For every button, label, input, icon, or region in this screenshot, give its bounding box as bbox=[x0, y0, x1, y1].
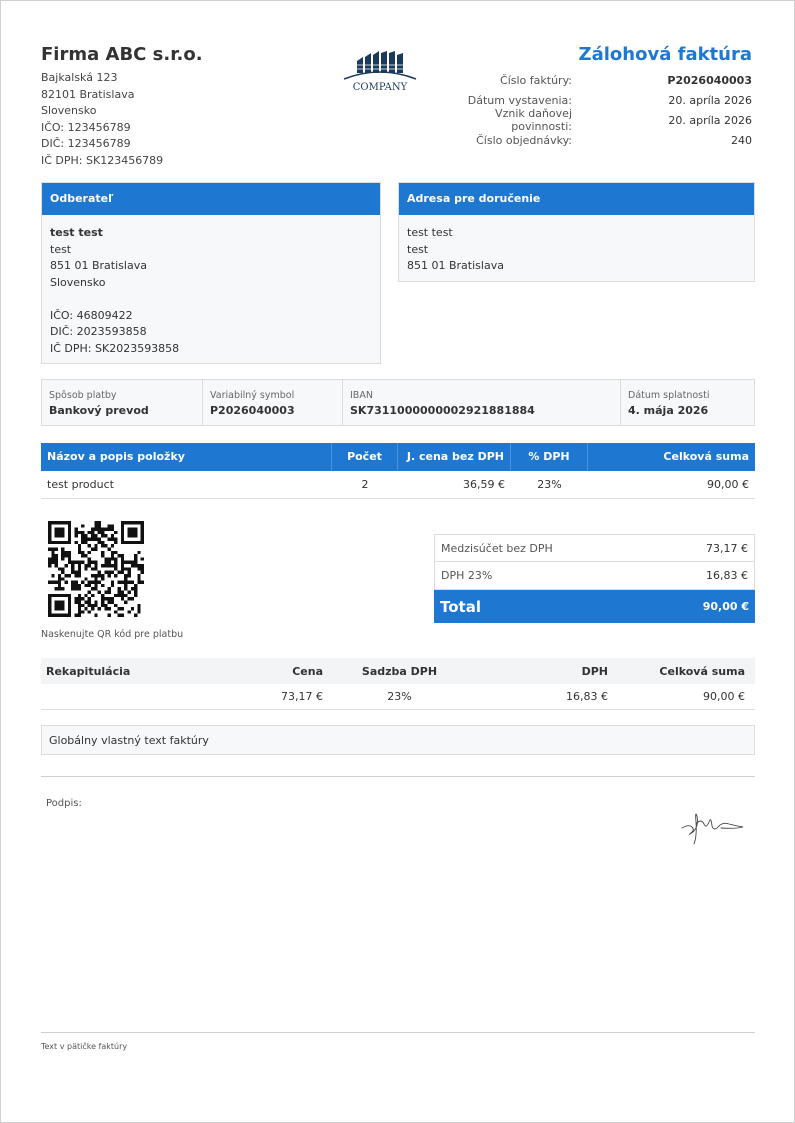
company-street: Bajkalská 123 bbox=[41, 71, 118, 84]
customer-box bbox=[41, 182, 381, 364]
footer-divider bbox=[41, 1032, 755, 1033]
customer-icdph: IČ DPH: SK2023593858 bbox=[50, 341, 180, 355]
total-value: 90,00 € bbox=[702, 600, 749, 613]
company-ico: IČO: 123456789 bbox=[41, 120, 131, 134]
iban bbox=[343, 380, 621, 425]
item-vat-rate: 23% bbox=[537, 478, 562, 491]
delivery-line1: test test bbox=[407, 226, 453, 239]
recap-rate: 23% bbox=[387, 690, 412, 703]
meta-invoice-number bbox=[432, 70, 752, 90]
company-name: Firma ABC s.r.o. bbox=[41, 44, 203, 65]
payment-label: Spôsob platby bbox=[49, 390, 117, 401]
subtotal-row bbox=[434, 534, 755, 562]
column-header: Sadzba DPH bbox=[361, 664, 438, 678]
custom-invoice-text: Globálny vlastný text faktúry bbox=[41, 725, 755, 755]
customer-name: test test bbox=[50, 226, 103, 239]
company-country: Slovensko bbox=[41, 104, 97, 117]
subtotal-label: Medzisúčet bez DPH bbox=[441, 541, 553, 555]
document-title: Zálohová faktúra bbox=[578, 44, 752, 65]
totals-box bbox=[434, 534, 755, 623]
meta-label: Číslo objednávky: bbox=[476, 133, 572, 147]
customer-line1: test bbox=[50, 242, 72, 256]
company-city: 82101 Bratislava bbox=[41, 87, 135, 101]
signature-label: Podpis: bbox=[46, 798, 82, 809]
vat-row bbox=[434, 562, 755, 590]
delivery-line3: 851 01 Bratislava bbox=[407, 259, 504, 272]
payment-value: SK7311000000002921881884 bbox=[350, 404, 535, 417]
meta-order-number bbox=[432, 130, 752, 150]
signature-image bbox=[677, 806, 747, 848]
meta-tax-date bbox=[432, 107, 752, 133]
payment-label: IBAN bbox=[350, 390, 373, 401]
recap-total: 90,00 € bbox=[703, 690, 745, 703]
customer-line3: Slovensko bbox=[50, 275, 106, 289]
recap-price: 73,17 € bbox=[281, 690, 323, 703]
meta-value: P2026040003 bbox=[667, 73, 752, 87]
items-header bbox=[41, 443, 755, 471]
meta-value: 20. apríla 2026 bbox=[668, 113, 752, 127]
logo-text: COMPANY bbox=[352, 82, 408, 93]
footer-text: Text v pätičke faktúry bbox=[41, 1042, 128, 1051]
payment-label: Dátum splatnosti bbox=[628, 390, 710, 401]
payment-value: P2026040003 bbox=[210, 404, 295, 417]
items-table bbox=[41, 443, 755, 499]
vat-value: 16,83 € bbox=[706, 569, 748, 582]
table-row bbox=[41, 471, 755, 499]
column-header: DPH bbox=[581, 664, 608, 678]
delivery-box bbox=[398, 182, 755, 282]
divider bbox=[41, 776, 755, 777]
customer-dic: DIČ: 2023593858 bbox=[50, 325, 147, 338]
invoice-meta bbox=[432, 70, 752, 150]
company-icdph: IČ DPH: SK123456789 bbox=[41, 153, 164, 167]
payment-method bbox=[42, 380, 203, 425]
meta-value: 240 bbox=[731, 133, 752, 147]
vat-label: DPH 23% bbox=[441, 569, 493, 582]
meta-label: Vznik daňovej povinnosti: bbox=[495, 107, 572, 133]
recap-vat: 16,83 € bbox=[566, 690, 608, 703]
payment-value: Bankový prevod bbox=[49, 404, 149, 417]
company-logo bbox=[341, 47, 419, 93]
meta-label: Dátum vystavenia: bbox=[467, 93, 572, 107]
item-total: 90,00 € bbox=[707, 478, 749, 491]
due-date bbox=[621, 380, 754, 425]
delivery-line2: test bbox=[407, 242, 429, 256]
column-header: Rekapitulácia bbox=[46, 664, 131, 678]
variable-symbol bbox=[203, 380, 343, 425]
column-header: Názov a popis položky bbox=[41, 443, 332, 471]
customer-ico: IČO: 46809422 bbox=[50, 308, 133, 322]
table-row bbox=[41, 684, 755, 710]
item-name: test product bbox=[47, 478, 114, 491]
meta-label: Číslo faktúry: bbox=[500, 73, 572, 87]
item-quantity: 2 bbox=[361, 478, 369, 491]
delivery-heading: Adresa pre doručenie bbox=[399, 183, 754, 215]
payment-label: Variabilný symbol bbox=[210, 390, 295, 401]
column-header: Cena bbox=[292, 664, 323, 678]
recap-header bbox=[41, 658, 755, 684]
vat-recap-table bbox=[41, 658, 755, 710]
payment-qr-code bbox=[48, 521, 144, 617]
customer-line2: 851 01 Bratislava bbox=[50, 259, 147, 272]
customer-heading: Odberateľ bbox=[42, 183, 380, 215]
delivery-details bbox=[399, 215, 754, 285]
payment-value: 4. mája 2026 bbox=[628, 404, 709, 417]
total-row bbox=[434, 590, 755, 623]
column-header: Celková suma bbox=[659, 664, 745, 678]
column-header: Počet bbox=[332, 443, 398, 471]
qr-caption: Naskenujte QR kód pre platbu bbox=[41, 629, 184, 640]
column-header: Celková suma bbox=[663, 450, 749, 463]
subtotal-value: 73,17 € bbox=[706, 541, 748, 555]
meta-value: 20. apríla 2026 bbox=[668, 93, 752, 107]
total-label: Total bbox=[440, 597, 481, 616]
company-address bbox=[41, 70, 163, 169]
item-unit-price: 36,59 € bbox=[463, 478, 505, 491]
company-dic: DIČ: 123456789 bbox=[41, 137, 131, 150]
customer-details bbox=[42, 215, 380, 367]
payment-info bbox=[41, 379, 755, 426]
column-header: % DPH bbox=[511, 443, 588, 471]
column-header: J. cena bez DPH bbox=[398, 443, 511, 471]
